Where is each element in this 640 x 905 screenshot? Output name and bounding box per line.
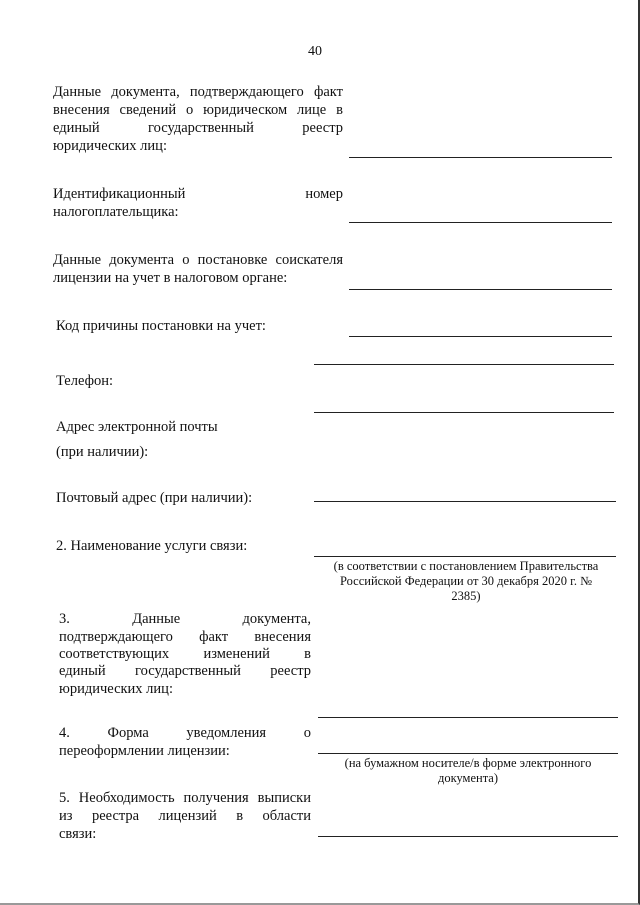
inn-label-line-1: Идентификационный номер [53,186,343,202]
section5-label-line-2: из реестра лицензий в области [59,808,311,824]
postal-input-line[interactable] [314,501,616,502]
inn-input-line[interactable] [349,222,612,223]
egrul-input-line[interactable] [349,157,612,158]
page-number: 40 [308,44,322,59]
service-note-line-2: Российской Федерации от 30 декабря 2020 г. № [339,574,593,588]
kpp-input-line[interactable] [349,336,612,337]
section3-label-line-3: соответствующих изменений в [59,646,311,662]
tax-registration-input-line[interactable] [349,289,612,290]
egrul-label-line-2: внесения сведений о юридическом лице в [53,102,343,118]
kpp-label: Код причины постановки на учет: [56,318,266,334]
egrul-label-line-4: юридических лиц: [53,138,167,154]
section5-label-line-3: связи: [59,826,97,842]
section4-note-line-2: документа) [437,771,499,785]
section3-label-line-1: 3. Данные документа, [59,611,311,627]
phone-input-line-top[interactable] [314,364,614,365]
postal-label: Почтовый адрес (при наличии): [56,490,253,506]
inn-label-line-2: налогоплательщика: [53,204,179,220]
egrul-label-line-1: Данные документа, подтверждающего факт [53,84,343,100]
section3-input-line[interactable] [318,717,618,718]
section4-note-line-1: (на бумажном носителе/в форме электронного [344,756,592,770]
section3-label-line-2: подтверждающего факт внесения [59,629,311,645]
tax-registration-label-line-2: лицензии на учет в налоговом органе: [53,270,288,286]
service-input-line[interactable] [314,556,616,557]
section5-input-line[interactable] [318,836,618,837]
section5-label-line-1: 5. Необходимость получения выписки [59,790,311,806]
service-note-line-3: 2385) [451,589,481,603]
section4-label-line-2: переоформлении лицензии: [59,743,230,759]
email-label-line-1: Адрес электронной почты [56,419,218,435]
phone-input-line[interactable] [314,412,614,413]
service-label: 2. Наименование услуги связи: [56,538,248,554]
section4-input-line[interactable] [318,753,618,754]
section3-label-line-4: единый государственный реестр [59,663,311,679]
section3-label-line-5: юридических лиц: [59,681,173,697]
egrul-label-line-3: единый государственный реестр [53,120,343,136]
service-note-line-1: (в соответствии с постановлением Правительства [333,559,599,573]
section4-label-line-1: 4. Форма уведомления о [59,725,311,741]
email-label-line-2: (при наличии): [56,444,149,460]
tax-registration-label-line-1: Данные документа о постановке соискателя [53,252,343,268]
phone-label: Телефон: [56,373,114,389]
